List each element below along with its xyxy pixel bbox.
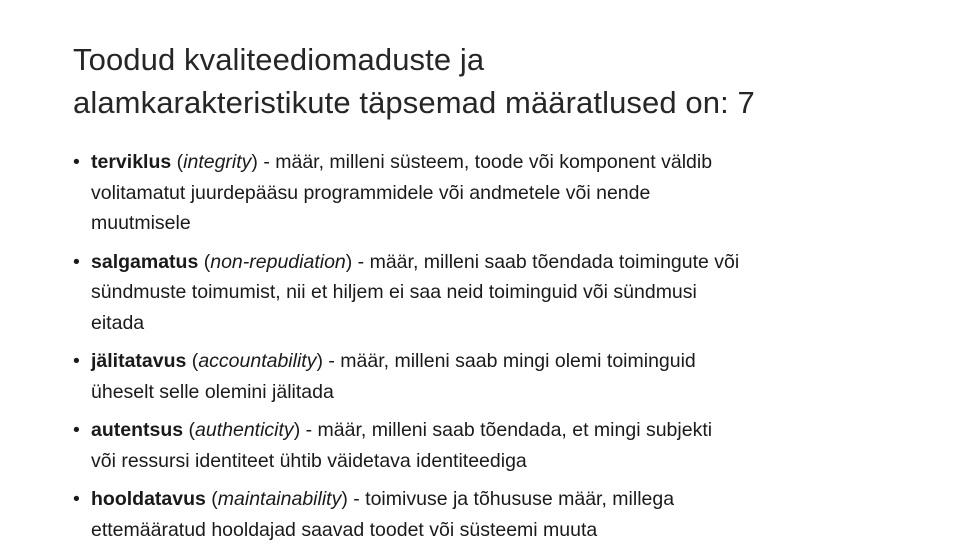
- bullet-continuation-line: üheselt selle olemini jälitada: [91, 380, 334, 403]
- bullet-english-term: maintainability: [217, 488, 342, 510]
- bullet-paren-close: ) -: [251, 151, 276, 173]
- bullet-continuation-line: volitamatut juurdepääsu programmidele või andmetele või nende: [91, 181, 651, 204]
- bullet-first-line: [91, 484, 903, 515]
- bullet-paren-open: (: [198, 250, 211, 273]
- bullet-paren-open: (: [171, 151, 184, 173]
- bullet-first-line: [91, 147, 903, 178]
- slide-title: [73, 38, 913, 124]
- bullet-item-autentsus: [73, 415, 903, 476]
- bullet-icon: •: [73, 350, 80, 372]
- bullet-first-line: [91, 415, 903, 446]
- bullet-item-jalitatavus: [73, 346, 903, 407]
- bullet-term: terviklus: [91, 151, 172, 173]
- bullet-definition-start: määr, milleni saab tõendada toimingute või: [369, 250, 740, 273]
- bullet-paren-close: ) -: [293, 419, 318, 441]
- bullet-english-term: authenticity: [195, 419, 294, 441]
- bullet-paren-open: (: [186, 350, 199, 372]
- bullet-first-line: [91, 346, 903, 377]
- bullet-paren-open: (: [183, 419, 196, 441]
- bullet-item-hooldatavus: [73, 484, 903, 545]
- bullet-icon: •: [73, 488, 80, 510]
- bullet-icon: •: [73, 250, 80, 273]
- bullet-item-salgamatus: [73, 247, 903, 339]
- bullet-definition-start: määr, milleni saab tõendada, et mingi subjekti: [317, 419, 713, 441]
- bullet-english-term: integrity: [183, 151, 252, 173]
- bullet-paren-close: ) -: [345, 250, 370, 273]
- bullet-paren-close: ) -: [341, 488, 366, 510]
- bullet-term: hooldatavus: [91, 488, 206, 510]
- bullet-term: jälitatavus: [91, 350, 187, 372]
- bullet-icon: •: [73, 151, 80, 173]
- bullet-first-line: [91, 247, 903, 278]
- bullet-definition-start: määr, milleni süsteem, toode või komponent väldib: [275, 151, 713, 173]
- bullet-definition-start: toimivuse ja tõhususe määr, millega: [365, 488, 675, 510]
- bullet-continuation-line: või ressursi identiteet ühtib väidetava identiteediga: [91, 449, 527, 472]
- bullet-icon: •: [73, 419, 80, 441]
- bullet-term: autentsus: [91, 419, 184, 441]
- bullet-term: salgamatus: [91, 250, 199, 273]
- bullet-english-term: accountability: [198, 350, 317, 372]
- bullet-english-term: non-repudiation: [210, 250, 346, 273]
- bullet-paren-close: ) -: [316, 350, 341, 372]
- bullet-continuation-line: eitada: [91, 311, 145, 334]
- bullet-item-terviklus: [73, 147, 903, 239]
- bullet-continuation-line: sündmuste toimumist, nii et hiljem ei saa neid toiminguid või sündmusi: [91, 281, 697, 303]
- slide-title-line-2: alamkarakteristikute täpsemad määratlused on: 7: [73, 85, 755, 120]
- bullet-paren-open: (: [205, 488, 218, 510]
- bullet-list: [73, 147, 903, 553]
- bullet-continuation-line: ettemääratud hooldajad saavad toodet või süsteemi muuta: [91, 518, 598, 541]
- slide-title-line-1: Toodud kvaliteediomaduste ja: [73, 42, 485, 77]
- bullet-continuation-line: muutmisele: [91, 212, 191, 234]
- bullet-definition-start: määr, milleni saab mingi olemi toiminguid: [340, 350, 696, 372]
